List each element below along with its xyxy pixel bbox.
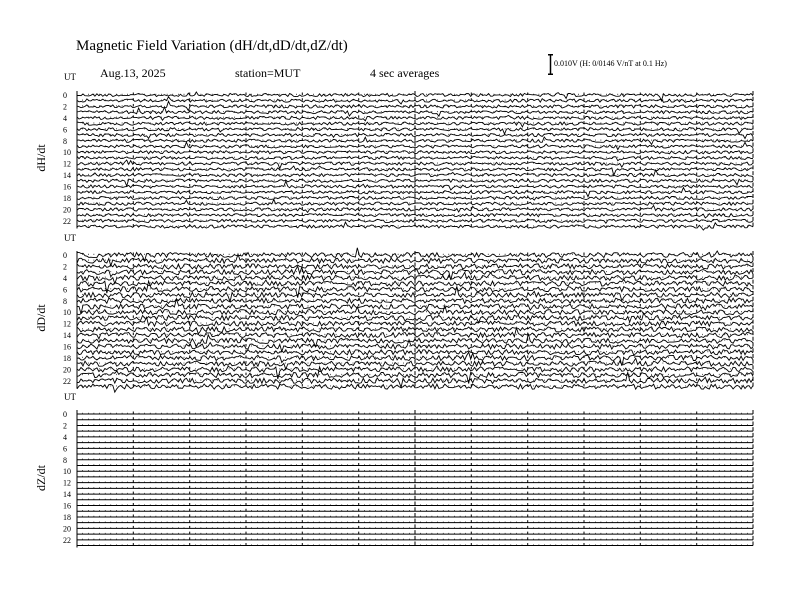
hour-label: 20 [63,365,71,375]
trace-ticks [77,467,753,471]
hour-label: 8 [63,296,67,306]
trace-ticks [77,530,753,534]
hour-label: 18 [63,193,71,203]
trace-ticks [77,365,753,369]
trace-ticks [77,343,753,347]
trace-ticks [77,536,753,540]
hour-label: 14 [63,331,71,341]
trace-ticks [77,125,753,129]
ut-axis-header: UT [64,392,76,402]
trace-ticks [77,421,753,425]
trace-ticks [77,416,753,420]
hour-label: 2 [63,102,67,112]
chart-title: Magnetic Field Variation (dH/dt,dD/dt,dZ/dt) [76,38,348,54]
hour-label: 14 [63,490,71,500]
hour-label: 8 [63,136,67,146]
y-axis-label: dH/dt [34,144,48,172]
hour-label: 16 [63,182,71,192]
trace-ticks [77,337,753,341]
trace-ticks [77,183,753,187]
trace-ticks [77,473,753,477]
trace-ticks [77,433,753,437]
ut-axis-header: UT [64,72,76,82]
hour-label: 20 [63,205,71,215]
trace-ticks [77,383,753,387]
trace-ticks [77,268,753,272]
trace-ticks [77,108,753,112]
trace-ticks [77,484,753,488]
date-label: Aug.13, 2025 [100,66,166,80]
hour-label: 12 [63,159,71,169]
trace-ticks [77,148,753,152]
trace-ticks [77,502,753,506]
hour-label: 2 [63,262,67,272]
y-axis-label: dD/dt [34,304,48,332]
hour-label: 0 [63,251,67,260]
hour-label: 10 [63,308,71,318]
trace-ticks [77,479,753,483]
hour-label: 12 [63,478,71,488]
trace-ticks [77,297,753,301]
station-label: station=MUT [235,66,301,80]
hour-label: 0 [63,410,67,419]
trace-ticks [77,217,753,221]
hour-label: 18 [63,353,71,363]
trace-ticks [77,285,753,289]
panel-dH-dt [34,72,753,230]
trace-ticks [77,513,753,517]
hour-label: 6 [63,444,67,454]
scale-note: 0.010V (H: 0/0146 V/nT at 0.1 Hz) [554,59,667,68]
trace-ticks [77,251,753,255]
hour-label: 22 [63,376,71,386]
panel-dD-dt [34,233,753,392]
hour-label: 18 [63,512,71,522]
trace-ticks [77,542,753,546]
trace-ticks [77,456,753,460]
trace-ticks [77,360,753,364]
trace-ticks [77,496,753,500]
trace-ticks [77,211,753,215]
trace-ticks [77,519,753,523]
hour-label: 22 [63,216,71,226]
hour-label: 2 [63,421,67,431]
trace-ticks [77,524,753,528]
trace-ticks [77,427,753,431]
trace-ticks [77,461,753,465]
y-axis-label: dZ/dt [34,465,48,491]
trace-ticks [77,444,753,448]
ut-axis-header: UT [64,233,76,243]
trace-ticks [77,137,753,141]
trace-ticks [77,410,753,414]
trace-ticks [77,91,753,95]
hour-label: 14 [63,171,71,181]
hour-label: 4 [63,432,67,442]
trace-ticks [77,450,753,454]
trace-ticks [77,165,753,169]
trace-ticks [77,160,753,164]
hour-label: 16 [63,501,71,511]
hour-label: 0 [63,91,67,100]
hour-label: 12 [63,319,71,329]
panel-dZ-dt [34,392,753,548]
trace-ticks [77,439,753,443]
trace-ticks [77,154,753,158]
hour-label: 20 [63,524,71,534]
trace-ticks [77,320,753,324]
hour-label: 10 [63,148,71,158]
hour-label: 22 [63,535,71,545]
trace-ticks [77,131,753,135]
trace-ticks [77,348,753,352]
trace-ticks [77,354,753,358]
trace-ticks [77,97,753,101]
hour-label: 10 [63,467,71,477]
averaging-label: 4 sec averages [370,66,440,80]
hour-label: 4 [63,273,67,283]
hour-label: 16 [63,342,71,352]
hour-label: 4 [63,113,67,123]
trace-ticks [77,114,753,118]
hour-label: 6 [63,125,67,135]
hour-label: 8 [63,455,67,465]
hour-label: 6 [63,285,67,295]
trace-ticks [77,490,753,494]
trace-ticks [77,200,753,204]
trace-ticks [77,102,753,106]
trace-ticks [77,223,753,227]
trace-ticks [77,507,753,511]
